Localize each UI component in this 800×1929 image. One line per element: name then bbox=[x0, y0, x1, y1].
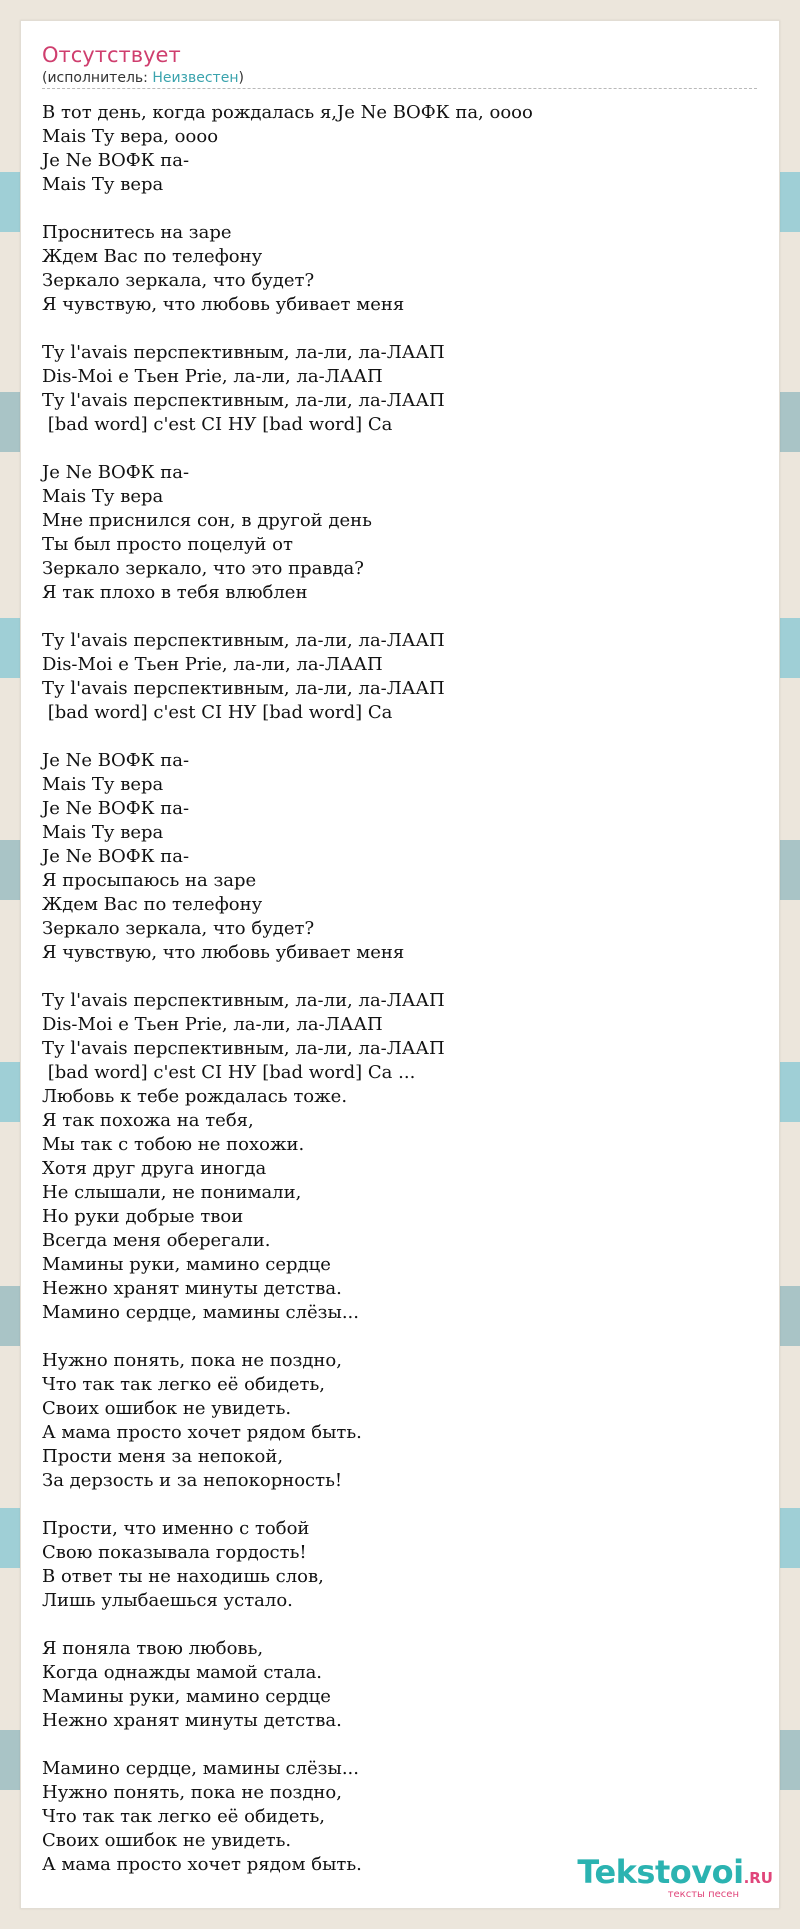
lyric-line bbox=[42, 1613, 762, 1637]
lyric-line: Ту l'avais перспективным, ла-ли, ла-ЛААП bbox=[42, 990, 445, 1011]
lyric-line: Mais Ту вера bbox=[42, 822, 164, 843]
lyric-line bbox=[42, 317, 762, 341]
lyric-line: Проснитесь на заре bbox=[42, 222, 232, 243]
lyric-line: Я так плохо в тебя влюблен bbox=[42, 582, 308, 603]
lyric-line: Ту l'avais перспективным, ла-ли, ла-ЛААП bbox=[42, 678, 445, 699]
lyric-line: Нужно понять, пока не поздно, bbox=[42, 1782, 342, 1803]
lyric-line: Je Ne ВОФК па- bbox=[42, 150, 190, 171]
lyric-line: Je Ne ВОФК па- bbox=[42, 462, 190, 483]
lyric-line: Dis-Moi е Тьен Prie, ла-ли, ла-ЛААП bbox=[42, 654, 383, 675]
lyric-line: В ответ ты не находишь слов, bbox=[42, 1566, 324, 1587]
lyric-line: Всегда меня оберегали. bbox=[42, 1230, 271, 1251]
lyric-line bbox=[42, 605, 762, 629]
lyric-line: Ждем Вас по телефону bbox=[42, 246, 263, 267]
lyric-line: Зеркало зеркала, что будет? bbox=[42, 270, 315, 291]
lyric-line: Мамино сердце, мамины слёзы... bbox=[42, 1302, 359, 1323]
lyric-line: Своих ошибок не увидеть. bbox=[42, 1398, 292, 1419]
lyric-line: Mais Ту вера bbox=[42, 774, 164, 795]
lyric-line: Je Ne ВОФК па- bbox=[42, 798, 190, 819]
lyric-line bbox=[42, 1493, 762, 1517]
lyrics-card bbox=[20, 20, 780, 1909]
artist-prefix: (исполнитель: bbox=[42, 70, 153, 86]
lyric-line: Ту l'avais перспективным, ла-ли, ла-ЛААП bbox=[42, 390, 445, 411]
lyric-line: Нежно хранят минуты детства. bbox=[42, 1278, 342, 1299]
lyric-line bbox=[42, 965, 762, 989]
lyric-line: Мамино сердце, мамины слёзы... bbox=[42, 1758, 359, 1779]
artist-line bbox=[42, 69, 757, 87]
artist-link[interactable]: Неизвестен bbox=[152, 70, 239, 86]
lyric-line: Прости меня за непокой, bbox=[42, 1446, 284, 1467]
lyric-line bbox=[42, 1733, 762, 1757]
lyric-line: А мама просто хочет рядом быть. bbox=[42, 1854, 362, 1875]
lyric-line: Зеркало зеркало, что это правда? bbox=[42, 558, 364, 579]
lyric-line: Когда однажды мамой стала. bbox=[42, 1662, 323, 1683]
lyric-line: Я чувствую, что любовь убивает меня bbox=[42, 294, 405, 315]
lyric-line: Но руки добрые твои bbox=[42, 1206, 244, 1227]
song-title: Отсутствует bbox=[42, 43, 181, 67]
lyric-line: Ту l'avais перспективным, ла-ли, ла-ЛААП bbox=[42, 630, 445, 651]
lyric-line: Своих ошибок не увидеть. bbox=[42, 1830, 292, 1851]
logo-wordmark bbox=[543, 1855, 773, 1889]
lyric-line: Мне приснился сон, в другой день bbox=[42, 510, 372, 531]
lyric-line: Mais Ту вера bbox=[42, 486, 164, 507]
lyric-line: Что так так легко её обидеть, bbox=[42, 1374, 325, 1395]
logo-main-text: Tekstovoi bbox=[577, 1853, 744, 1891]
song-header bbox=[42, 41, 757, 89]
lyric-line: Нужно понять, пока не поздно, bbox=[42, 1350, 342, 1371]
lyric-line: [bad word] c'est CI НУ [bad word] Са bbox=[42, 702, 393, 723]
lyric-line: Je Ne ВОФК па- bbox=[42, 750, 190, 771]
logo-tagline: тексты песен bbox=[667, 1889, 739, 1900]
lyric-line bbox=[42, 725, 762, 749]
lyric-line: Dis-Moi е Тьен Prie, ла-ли, ла-ЛААП bbox=[42, 366, 383, 387]
lyric-line: Я так похожа на тебя, bbox=[42, 1110, 254, 1131]
lyric-line: Лишь улыбаешься устало. bbox=[42, 1590, 293, 1611]
lyric-line: А мама просто хочет рядом быть. bbox=[42, 1422, 362, 1443]
lyric-line: Я поняла твою любовь, bbox=[42, 1638, 264, 1659]
lyric-line: Любовь к тебе рождалась тоже. bbox=[42, 1086, 348, 1107]
lyric-line: Я просыпаюсь на заре bbox=[42, 870, 257, 891]
lyric-line: Dis-Moi е Тьен Prie, ла-ли, ла-ЛААП bbox=[42, 1014, 383, 1035]
lyric-line: Прости, что именно с тобой bbox=[42, 1518, 310, 1539]
lyric-line: Свою показывала гордость! bbox=[42, 1542, 307, 1563]
lyric-line bbox=[42, 1325, 762, 1349]
lyric-line: Не слышали, не понимали, bbox=[42, 1182, 302, 1203]
artist-suffix: ) bbox=[238, 70, 244, 86]
lyric-line: Ту l'avais перспективным, ла-ли, ла-ЛААП bbox=[42, 342, 445, 363]
lyrics-text bbox=[42, 101, 762, 1877]
lyric-line: Мамины руки, мамино сердце bbox=[42, 1686, 331, 1707]
lyric-line: Зеркало зеркала, что будет? bbox=[42, 918, 315, 939]
lyric-line: Je Ne ВОФК па- bbox=[42, 846, 190, 867]
lyric-line bbox=[42, 437, 762, 461]
lyric-line: Ждем Вас по телефону bbox=[42, 894, 263, 915]
lyric-line: [bad word] c'est CI НУ [bad word] Са ... bbox=[42, 1062, 416, 1083]
site-logo[interactable] bbox=[543, 1855, 773, 1900]
lyric-line: В тот день, когда рождалась я,Je Ne ВОФК па, оооо bbox=[42, 102, 533, 123]
lyric-line: Mais Ту вера bbox=[42, 174, 164, 195]
lyric-line: Мамины руки, мамино сердце bbox=[42, 1254, 331, 1275]
lyric-line: Хотя друг друга иногда bbox=[42, 1158, 267, 1179]
lyric-line bbox=[42, 197, 762, 221]
lyric-line: Mais Ту вера, оооо bbox=[42, 126, 219, 147]
lyric-line: Что так так легко её обидеть, bbox=[42, 1806, 325, 1827]
lyric-line: За дерзость и за непокорность! bbox=[42, 1470, 343, 1491]
lyric-line: Нежно хранят минуты детства. bbox=[42, 1710, 342, 1731]
logo-tld-text: .RU bbox=[743, 1869, 773, 1887]
lyric-line: [bad word] c'est CI НУ [bad word] Са bbox=[42, 414, 393, 435]
lyric-line: Я чувствую, что любовь убивает меня bbox=[42, 942, 405, 963]
lyric-line: Мы так с тобою не похожи. bbox=[42, 1134, 305, 1155]
lyric-line: Ту l'avais перспективным, ла-ли, ла-ЛААП bbox=[42, 1038, 445, 1059]
lyric-line: Ты был просто поцелуй от bbox=[42, 534, 293, 555]
